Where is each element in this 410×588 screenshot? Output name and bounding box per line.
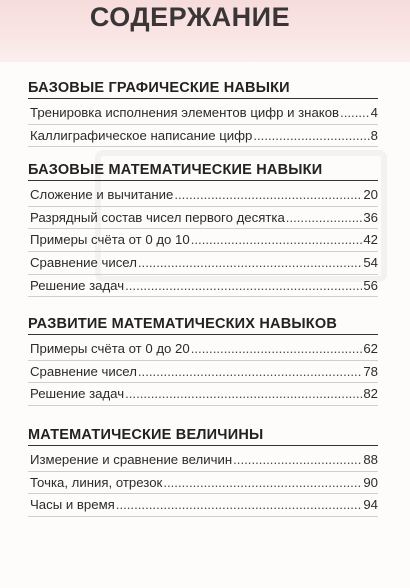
toc-section	[28, 80, 378, 147]
toc-entry[interactable]	[28, 102, 378, 125]
dot-leader	[191, 338, 363, 360]
toc-entry[interactable]	[28, 472, 378, 495]
dot-leader	[233, 449, 362, 471]
toc-entry[interactable]	[28, 184, 378, 207]
toc-entry[interactable]	[28, 383, 378, 406]
entry-page-number: 36	[363, 209, 378, 225]
entry-page-number: 20	[363, 187, 378, 203]
toc-section	[28, 427, 378, 517]
dot-leader	[253, 125, 369, 147]
dot-leader	[125, 383, 362, 405]
entry-label: Измерение и сравнение величин	[30, 451, 233, 467]
entry-label: Решение задач	[30, 386, 125, 402]
entry-label: Сравнение чисел	[30, 254, 137, 270]
entry-page-number: 8	[370, 127, 378, 143]
toc-entry[interactable]	[28, 449, 378, 472]
entry-page-number: 62	[363, 341, 378, 357]
entry-page-number: 90	[363, 474, 378, 490]
toc-entry[interactable]	[28, 494, 378, 517]
entry-label: Разрядный состав чисел первого десятка	[30, 209, 285, 225]
entry-label: Сравнение чисел	[30, 363, 137, 379]
section-title: МАТЕМАТИЧЕСКИЕ ВЕЛИЧИНЫ	[28, 427, 378, 446]
dot-leader	[191, 229, 363, 251]
entry-label: Тренировка исполнения элементов цифр и знаков	[30, 105, 340, 120]
dot-leader	[286, 207, 363, 229]
dot-leader	[138, 361, 362, 383]
toc-entry[interactable]	[28, 229, 378, 252]
entry-page-number: 42	[363, 232, 378, 248]
entry-label: Часы и время	[30, 497, 115, 513]
toc-entry[interactable]	[28, 207, 378, 230]
toc-entry[interactable]	[28, 252, 378, 275]
toc-entry[interactable]	[28, 338, 378, 361]
entry-label: Решение задач	[30, 277, 125, 293]
section-title: БАЗОВЫЕ ГРАФИЧЕСКИЕ НАВЫКИ	[28, 80, 378, 99]
entry-page-number: 54	[363, 254, 378, 270]
entry-page-number: 78	[363, 363, 378, 379]
dot-leader	[340, 102, 370, 124]
dot-leader	[138, 252, 362, 274]
entry-page-number: 4	[370, 105, 378, 120]
entry-page-number: 56	[363, 277, 378, 293]
entry-page-number: 82	[363, 386, 378, 402]
dot-leader	[163, 472, 362, 494]
toc-entry[interactable]	[28, 125, 378, 148]
table-of-contents	[28, 80, 378, 517]
toc-section	[28, 316, 378, 406]
toc-entry[interactable]	[28, 275, 378, 298]
entry-label: Точка, линия, отрезок	[30, 474, 163, 490]
entry-page-number: 94	[363, 497, 378, 513]
entry-label: Каллиграфическое написание цифр	[30, 127, 253, 143]
entry-label: Примеры счёта от 0 до 10	[30, 232, 190, 248]
toc-entry[interactable]	[28, 361, 378, 384]
toc-section	[28, 162, 378, 297]
entry-page-number: 88	[363, 451, 378, 467]
section-title: РАЗВИТИЕ МАТЕМАТИЧЕСКИХ НАВЫКОВ	[28, 316, 378, 335]
dot-leader	[174, 184, 362, 206]
entry-label: Сложение и вычитание	[30, 187, 174, 203]
page-title: СОДЕРЖАНИЕ	[89, 2, 291, 32]
dot-leader	[116, 494, 363, 516]
dot-leader	[125, 275, 362, 297]
section-title: БАЗОВЫЕ МАТЕМАТИЧЕСКИЕ НАВЫКИ	[28, 162, 378, 181]
entry-label: Примеры счёта от 0 до 20	[30, 341, 190, 357]
